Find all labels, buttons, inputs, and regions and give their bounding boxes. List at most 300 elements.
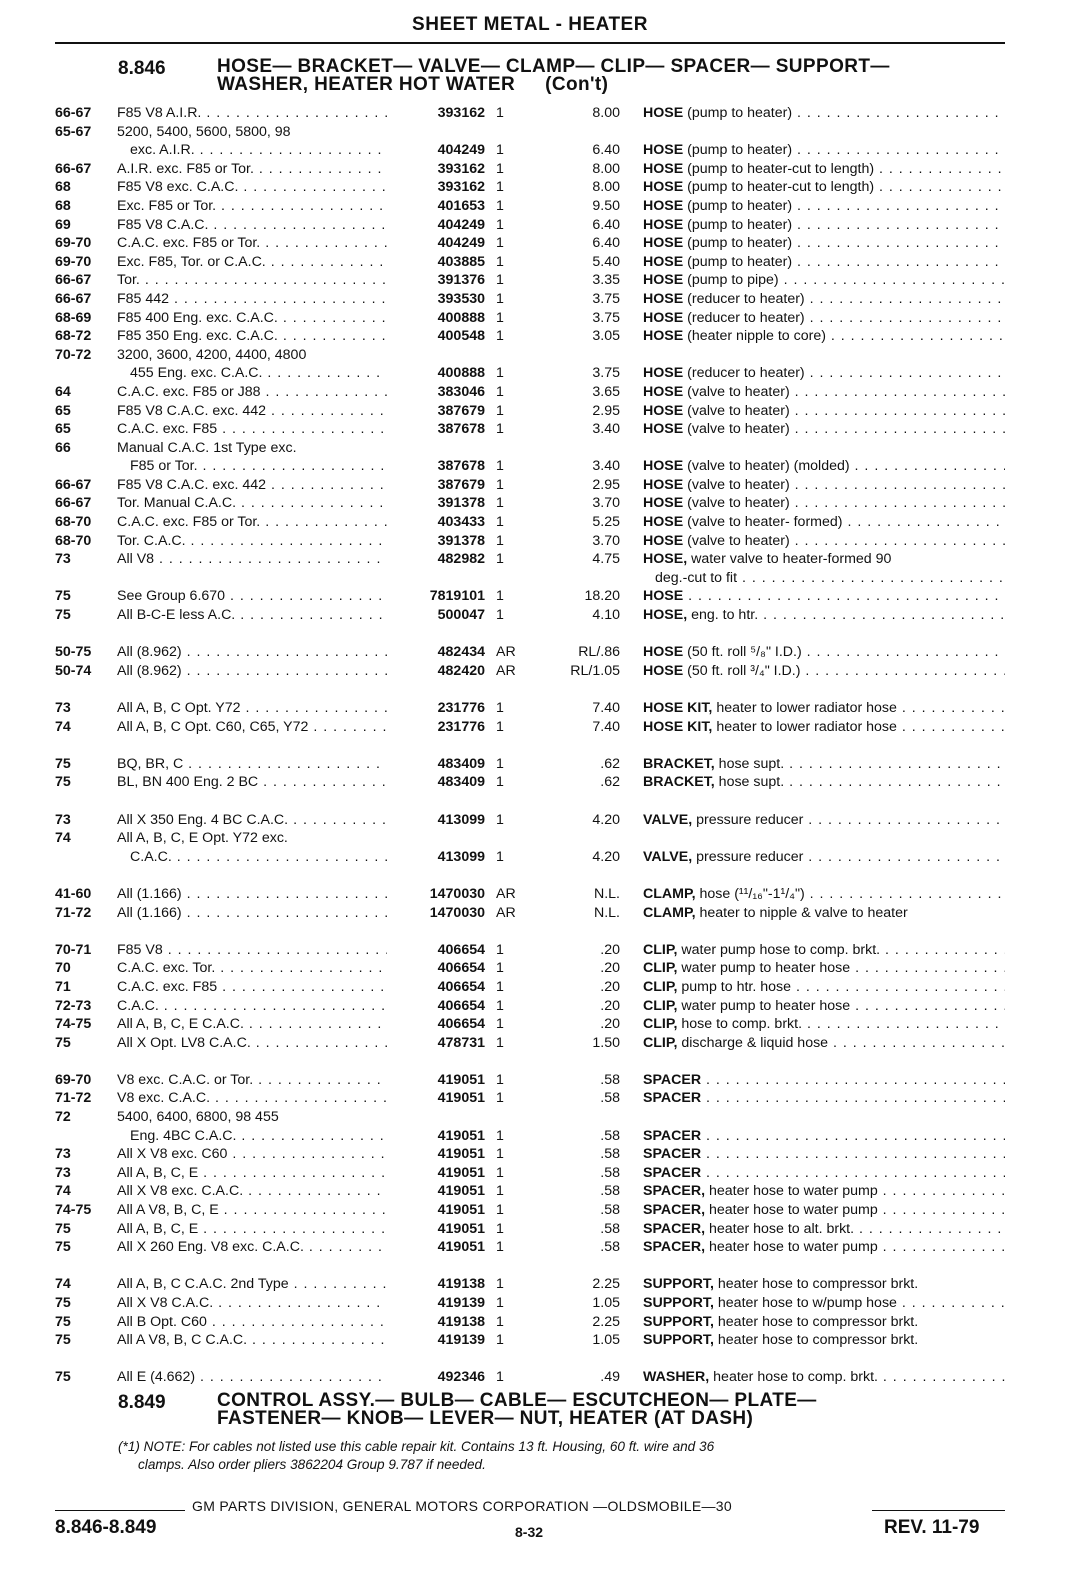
table-row — [55, 178, 1005, 197]
price: 2.95 — [592, 402, 620, 419]
part-description — [643, 699, 1005, 718]
quantity: 1 — [496, 365, 504, 382]
table-row — [55, 1275, 1005, 1294]
part-name: SPACER — [643, 1071, 702, 1088]
application: C.A.C. . . . — [117, 997, 387, 1016]
part-description — [643, 197, 1005, 216]
part-description — [643, 1275, 1005, 1294]
part-name: HOSE, — [643, 551, 688, 568]
application: V8 exc. C.A.C. . . . — [117, 1089, 387, 1108]
model-years: 68-70 — [55, 532, 92, 549]
model-years: 74 — [55, 1183, 71, 1200]
model-years: 75 — [55, 1332, 71, 1349]
part-name: WASHER, — [643, 1369, 710, 1386]
table-row — [55, 904, 1005, 923]
table-row — [55, 1108, 1005, 1127]
model-years: 73 — [55, 1146, 71, 1163]
model-years: 73 — [55, 1164, 71, 1181]
model-years: 75 — [55, 1220, 71, 1237]
application: All A V8, B, C, E . . . — [117, 1201, 387, 1220]
table-row — [55, 457, 1005, 476]
part-number: 1470030 — [429, 904, 485, 921]
application: exc. A.I.R. . . . — [130, 141, 387, 160]
application: All (8.962) . . . — [117, 662, 387, 681]
part-name: SPACER, — [643, 1239, 706, 1256]
model-years: 66-67 — [55, 495, 92, 512]
application: All A, B, C, E . . . — [117, 1220, 387, 1239]
part-name: CLIP, — [643, 941, 678, 958]
part-description — [643, 1127, 1005, 1146]
quantity: 1 — [496, 811, 504, 828]
table-row — [55, 1089, 1005, 1108]
model-years: 73 — [55, 700, 71, 716]
quantity: 1 — [496, 421, 504, 438]
part-number: 387679 — [437, 476, 485, 493]
part-name: HOSE — [643, 365, 684, 382]
quantity: 1 — [496, 514, 504, 531]
quantity: 1 — [496, 105, 504, 121]
part-description — [643, 718, 1005, 737]
model-years: 68 — [55, 197, 71, 214]
price: 3.75 — [592, 365, 620, 382]
part-name: HOSE — [643, 662, 684, 679]
quantity: 1 — [496, 272, 504, 289]
part-description — [643, 1164, 1005, 1183]
section-title-line2: WASHER, HEATER HOT WATER — [217, 74, 516, 95]
part-name: HOSE — [643, 514, 684, 531]
table-row — [55, 1071, 1005, 1090]
part-detail: (50 ft. roll ³/₄" I.D.) — [683, 662, 801, 679]
price: .58 — [600, 1220, 620, 1237]
model-years: 74 — [55, 1276, 71, 1293]
part-number: 478731 — [437, 1034, 485, 1051]
part-detail: water pump to heater hose — [677, 997, 851, 1014]
part-description — [643, 364, 1005, 383]
part-number: 393530 — [437, 290, 485, 307]
footer-publisher: GM PARTS DIVISION, GENERAL MOTORS CORPORATION —OLDSMOBILE—30 — [192, 1498, 732, 1514]
part-name: HOSE — [643, 458, 684, 475]
part-number: 231776 — [437, 700, 485, 716]
quantity: 1 — [496, 1369, 504, 1386]
price: 4.20 — [592, 811, 620, 828]
part-description — [643, 327, 1005, 346]
price: 4.75 — [592, 551, 620, 568]
application: All (1.166) . . . — [117, 885, 387, 904]
price: 9.50 — [592, 197, 620, 214]
application: All A, B, C, E Opt. Y72 exc. — [117, 830, 288, 847]
part-detail: (reducer to heater) — [683, 365, 805, 382]
model-years: 50-75 — [55, 644, 92, 661]
table-row — [55, 587, 1005, 606]
part-number: 419051 — [437, 1090, 485, 1107]
quantity: 1 — [496, 1183, 504, 1200]
table-row — [55, 699, 1005, 718]
price: .20 — [600, 941, 620, 958]
price: 2.25 — [592, 1313, 620, 1330]
model-years: 75 — [55, 774, 71, 791]
part-description — [643, 383, 1005, 402]
model-years: 69-70 — [55, 1071, 92, 1088]
model-years: 73 — [55, 551, 71, 568]
price: .58 — [600, 1071, 620, 1088]
model-years: 75 — [55, 1369, 71, 1386]
table-row — [55, 104, 1005, 123]
part-number: 7819101 — [429, 588, 485, 605]
application: F85 V8 C.A.C. . . . — [117, 216, 387, 235]
part-detail: pressure reducer — [692, 811, 804, 828]
part-description — [643, 848, 1005, 867]
part-number: 419051 — [437, 1146, 485, 1163]
part-description — [643, 773, 1005, 792]
application: 3200, 3600, 4200, 4400, 4800 — [117, 346, 307, 363]
quantity: 1 — [496, 607, 504, 624]
price: 4.20 — [592, 848, 620, 865]
part-name: HOSE — [643, 532, 684, 549]
part-name: HOSE — [643, 105, 684, 121]
part-name: SPACER — [643, 1164, 702, 1181]
part-number: 419139 — [437, 1332, 485, 1349]
part-description — [643, 513, 1005, 532]
quantity: 1 — [496, 1016, 504, 1033]
part-number: 391376 — [437, 272, 485, 289]
part-number: 419051 — [437, 1164, 485, 1181]
part-number: 404249 — [437, 235, 485, 252]
part-detail: (heater nipple to core) — [683, 328, 826, 345]
quantity: 1 — [496, 1127, 504, 1144]
price: 5.40 — [592, 253, 620, 270]
model-years: 74-75 — [55, 1202, 92, 1219]
part-name: VALVE, — [643, 848, 693, 865]
price: .58 — [600, 1164, 620, 1181]
price: 7.40 — [592, 700, 620, 716]
quantity: 1 — [496, 1313, 504, 1330]
part-name: SUPPORT, — [643, 1295, 714, 1311]
part-name: SPACER — [643, 1127, 702, 1144]
price: 8.00 — [592, 179, 620, 196]
model-years: 72-73 — [55, 997, 92, 1014]
table-row — [55, 197, 1005, 216]
part-detail: heater hose to alt. brkt. — [705, 1220, 855, 1237]
quantity: 1 — [496, 1146, 504, 1163]
model-years: 50-74 — [55, 662, 92, 679]
table-row — [55, 829, 1005, 848]
part-description — [643, 587, 1005, 606]
quantity: 1 — [496, 328, 504, 345]
table-row — [55, 1182, 1005, 1201]
table-row — [55, 569, 1005, 588]
model-years: 66-67 — [55, 290, 92, 307]
part-description — [643, 271, 1005, 290]
application: 5400, 6400, 6800, 98 455 — [117, 1109, 279, 1126]
application: All B-C-E less A.C. . . . — [117, 606, 387, 625]
part-description — [643, 811, 1005, 830]
table-row — [55, 383, 1005, 402]
part-description — [643, 1034, 1005, 1053]
table-row — [55, 718, 1005, 737]
part-description — [643, 1145, 1005, 1164]
application: Manual C.A.C. 1st Type exc. — [117, 439, 297, 456]
price: .58 — [600, 1202, 620, 1219]
part-description — [643, 1182, 1005, 1201]
part-number: 403885 — [437, 253, 485, 270]
table-row — [55, 662, 1005, 681]
model-years: 71 — [55, 978, 71, 995]
price: 2.25 — [592, 1276, 620, 1293]
table-row — [55, 253, 1005, 272]
part-name: HOSE — [643, 383, 684, 400]
part-name: HOSE — [643, 216, 684, 233]
part-description — [643, 309, 1005, 328]
table-row — [55, 606, 1005, 625]
table-row — [55, 216, 1005, 235]
part-description — [643, 402, 1005, 421]
model-years: 70 — [55, 960, 71, 977]
part-number: 413099 — [437, 811, 485, 828]
part-name: BRACKET, — [643, 755, 715, 772]
part-detail: heater hose to water pump — [705, 1239, 878, 1256]
part-detail: (pump to heater) — [683, 197, 793, 214]
model-years: 66-67 — [55, 476, 92, 493]
application: All A, B, C Opt. Y72 . . . — [117, 699, 387, 718]
application: C.A.C. exc. F85 . . . — [117, 420, 387, 439]
table-row — [55, 141, 1005, 160]
quantity: 1 — [496, 700, 504, 716]
model-years: 75 — [55, 1313, 71, 1330]
part-name: SPACER, — [643, 1202, 706, 1219]
part-detail: (pump to heater) — [683, 142, 793, 159]
part-number: 406654 — [437, 978, 485, 995]
part-number: 387678 — [437, 421, 485, 438]
table-row — [55, 1145, 1005, 1164]
price: N.L. — [593, 885, 620, 902]
part-name: HOSE — [643, 272, 684, 289]
price: N.L. — [593, 904, 620, 921]
table-row — [55, 402, 1005, 421]
part-description — [643, 216, 1005, 235]
part-description — [643, 885, 1005, 904]
part-name: CLIP, — [643, 960, 678, 977]
part-number: 383046 — [437, 383, 485, 400]
price: 3.75 — [592, 309, 620, 326]
footer-page-number: 8-32 — [515, 1524, 544, 1540]
application: All V8 . . . — [117, 550, 387, 569]
table-row — [55, 234, 1005, 253]
section-title — [217, 58, 890, 94]
part-number: 482434 — [437, 644, 485, 661]
application: All X V8 exc. C.A.C. . . . — [117, 1182, 387, 1201]
application: All X 260 Eng. V8 exc. C.A.C. . . . — [117, 1238, 387, 1257]
quantity: 1 — [496, 235, 504, 252]
part-detail: (50 ft. roll ⁵/₈" I.D.) — [683, 644, 802, 661]
table-row — [55, 1313, 1005, 1332]
model-years: 70-71 — [55, 941, 92, 958]
part-name: CLIP, — [643, 997, 678, 1014]
part-detail: (pump to heater-cut to length) — [683, 160, 875, 177]
part-detail: water pump to heater hose — [677, 960, 851, 977]
section-number: 8.849 — [118, 1392, 166, 1413]
part-name: HOSE — [643, 402, 684, 419]
quantity: 1 — [496, 179, 504, 196]
model-years: 65 — [55, 402, 71, 419]
part-detail: (pump to pipe) — [683, 272, 779, 289]
table-row — [55, 123, 1005, 142]
part-detail: (valve to heater) — [683, 476, 790, 493]
part-name: HOSE, — [643, 607, 688, 624]
quantity: 1 — [496, 495, 504, 512]
application: All X 350 Eng. 4 BC C.A.C. . . . — [117, 811, 387, 830]
part-name: BRACKET, — [643, 774, 715, 791]
quantity: 1 — [496, 197, 504, 214]
price: .62 — [600, 755, 620, 772]
application: C.A.C. exc. F85 . . . — [117, 978, 387, 997]
part-number: 404249 — [437, 216, 485, 233]
model-years: 65-67 — [55, 123, 92, 140]
part-number: 483409 — [437, 755, 485, 772]
part-number: 391378 — [437, 532, 485, 549]
application: F85 V8 C.A.C. exc. 442 . . . — [117, 476, 387, 495]
part-name: SUPPORT, — [643, 1313, 714, 1330]
header-rule — [55, 42, 1005, 44]
model-years: 68-70 — [55, 514, 92, 531]
part-description — [643, 457, 1005, 476]
application: All A, B, C C.A.C. 2nd Type . . . — [117, 1275, 387, 1294]
model-years: 68 — [55, 179, 71, 196]
part-name: HOSE — [643, 197, 684, 214]
part-number: 492346 — [437, 1369, 485, 1386]
quantity: 1 — [496, 532, 504, 549]
part-name: HOSE — [643, 588, 684, 605]
part-description — [643, 178, 1005, 197]
application: V8 exc. C.A.C. or Tor. . . . — [117, 1071, 387, 1090]
table-row — [55, 420, 1005, 439]
model-years: 75 — [55, 1034, 71, 1051]
part-detail: hose supt. — [714, 755, 785, 772]
price: 1.05 — [592, 1295, 620, 1311]
part-number: 419051 — [437, 1127, 485, 1144]
application: Exc. F85, Tor. or C.A.C. . . . — [117, 253, 387, 272]
section-title-line2: FASTENER— KNOB— LEVER— NUT, HEATER (AT DASH) — [217, 1408, 754, 1429]
part-detail: (reducer to heater) — [683, 309, 805, 326]
model-years: 41-60 — [55, 885, 92, 902]
part-detail: heater to lower radiator hose — [712, 718, 897, 735]
section-title-line1: HOSE— BRACKET— VALVE— CLAMP— CLIP— SPACER— SUPPORT— — [217, 56, 890, 77]
cable-note — [118, 1438, 988, 1474]
quantity: 1 — [496, 941, 504, 958]
part-number: 406654 — [437, 997, 485, 1014]
model-years: 64 — [55, 383, 71, 400]
quantity: 1 — [496, 960, 504, 977]
part-detail: (valve to heater) — [683, 421, 790, 438]
model-years: 66-67 — [55, 160, 92, 177]
application: All A V8, B, C C.A.C. . . . — [117, 1331, 387, 1350]
part-number: 393162 — [437, 160, 485, 177]
part-description — [643, 755, 1005, 774]
application: C.A.C. exc. F85 or Tor. . . . — [117, 513, 387, 532]
footer-rule-left — [55, 1510, 185, 1511]
part-detail: water pump hose to comp. brkt. — [677, 941, 881, 958]
part-description — [643, 550, 1005, 569]
quantity: 1 — [496, 997, 504, 1014]
footer-section-range: 8.846-8.849 — [55, 1517, 157, 1538]
part-description — [643, 1089, 1005, 1108]
part-number: 387678 — [437, 458, 485, 475]
price: 6.40 — [592, 216, 620, 233]
part-number: 406654 — [437, 960, 485, 977]
part-name: CLIP, — [643, 1016, 678, 1033]
part-number: 406654 — [437, 941, 485, 958]
quantity: 1 — [496, 551, 504, 568]
price: .49 — [600, 1369, 620, 1386]
quantity: 1 — [496, 978, 504, 995]
application: 455 Eng. exc. C.A.C. . . . — [130, 364, 387, 383]
part-number: 419051 — [437, 1220, 485, 1237]
model-years: 70-72 — [55, 346, 92, 363]
part-description — [643, 606, 1005, 625]
part-name: CLAMP, — [643, 904, 696, 921]
price: .58 — [600, 1183, 620, 1200]
price: .62 — [600, 774, 620, 791]
part-name: CLIP, — [643, 978, 678, 995]
model-years: 66-67 — [55, 105, 92, 121]
application: Exc. F85 or Tor. . . . — [117, 197, 387, 216]
quantity: 1 — [496, 1332, 504, 1349]
table-row — [55, 978, 1005, 997]
application: F85 V8 exc. C.A.C. . . . — [117, 178, 387, 197]
part-number: 404249 — [437, 142, 485, 159]
part-name: CLIP, — [643, 1034, 678, 1051]
table-row — [55, 494, 1005, 513]
part-name: HOSE — [643, 179, 684, 196]
price: 3.65 — [592, 383, 620, 400]
part-name: HOSE — [643, 421, 684, 438]
model-years: 69-70 — [55, 253, 92, 270]
price: .58 — [600, 1127, 620, 1144]
part-number: 393162 — [437, 105, 485, 121]
part-name: HOSE KIT, — [643, 700, 713, 716]
part-number: 413099 — [437, 848, 485, 865]
table-row — [55, 271, 1005, 290]
quantity: 1 — [496, 1220, 504, 1237]
quantity: 1 — [496, 1090, 504, 1107]
part-name: HOSE — [643, 142, 684, 159]
part-description — [643, 643, 1005, 662]
part-number: 482982 — [437, 551, 485, 568]
note-line2: clamps. Also order pliers 3862204 Group 9.787 if needed. — [138, 1457, 486, 1472]
table-row — [55, 997, 1005, 1016]
part-detail: heater hose to comp. brkt. — [709, 1369, 878, 1386]
table-row — [55, 1294, 1005, 1313]
model-years: 72 — [55, 1109, 71, 1126]
part-number: 419051 — [437, 1071, 485, 1088]
part-name: SUPPORT, — [643, 1276, 714, 1293]
quantity: AR — [496, 662, 516, 679]
part-description — [643, 253, 1005, 272]
table-row — [55, 513, 1005, 532]
part-number: 419051 — [437, 1239, 485, 1256]
part-name: SPACER — [643, 1090, 702, 1107]
table-row — [55, 1127, 1005, 1146]
part-number: 482420 — [437, 662, 485, 679]
model-years: 75 — [55, 755, 71, 772]
part-detail: (pump to heater-cut to length) — [683, 179, 875, 196]
part-name: HOSE — [643, 160, 684, 177]
model-years: 75 — [55, 1239, 71, 1256]
part-detail: (reducer to heater) — [683, 290, 805, 307]
part-detail: (valve to heater) — [683, 383, 790, 400]
table-row — [55, 1164, 1005, 1183]
part-description — [643, 234, 1005, 253]
part-number: 419138 — [437, 1313, 485, 1330]
